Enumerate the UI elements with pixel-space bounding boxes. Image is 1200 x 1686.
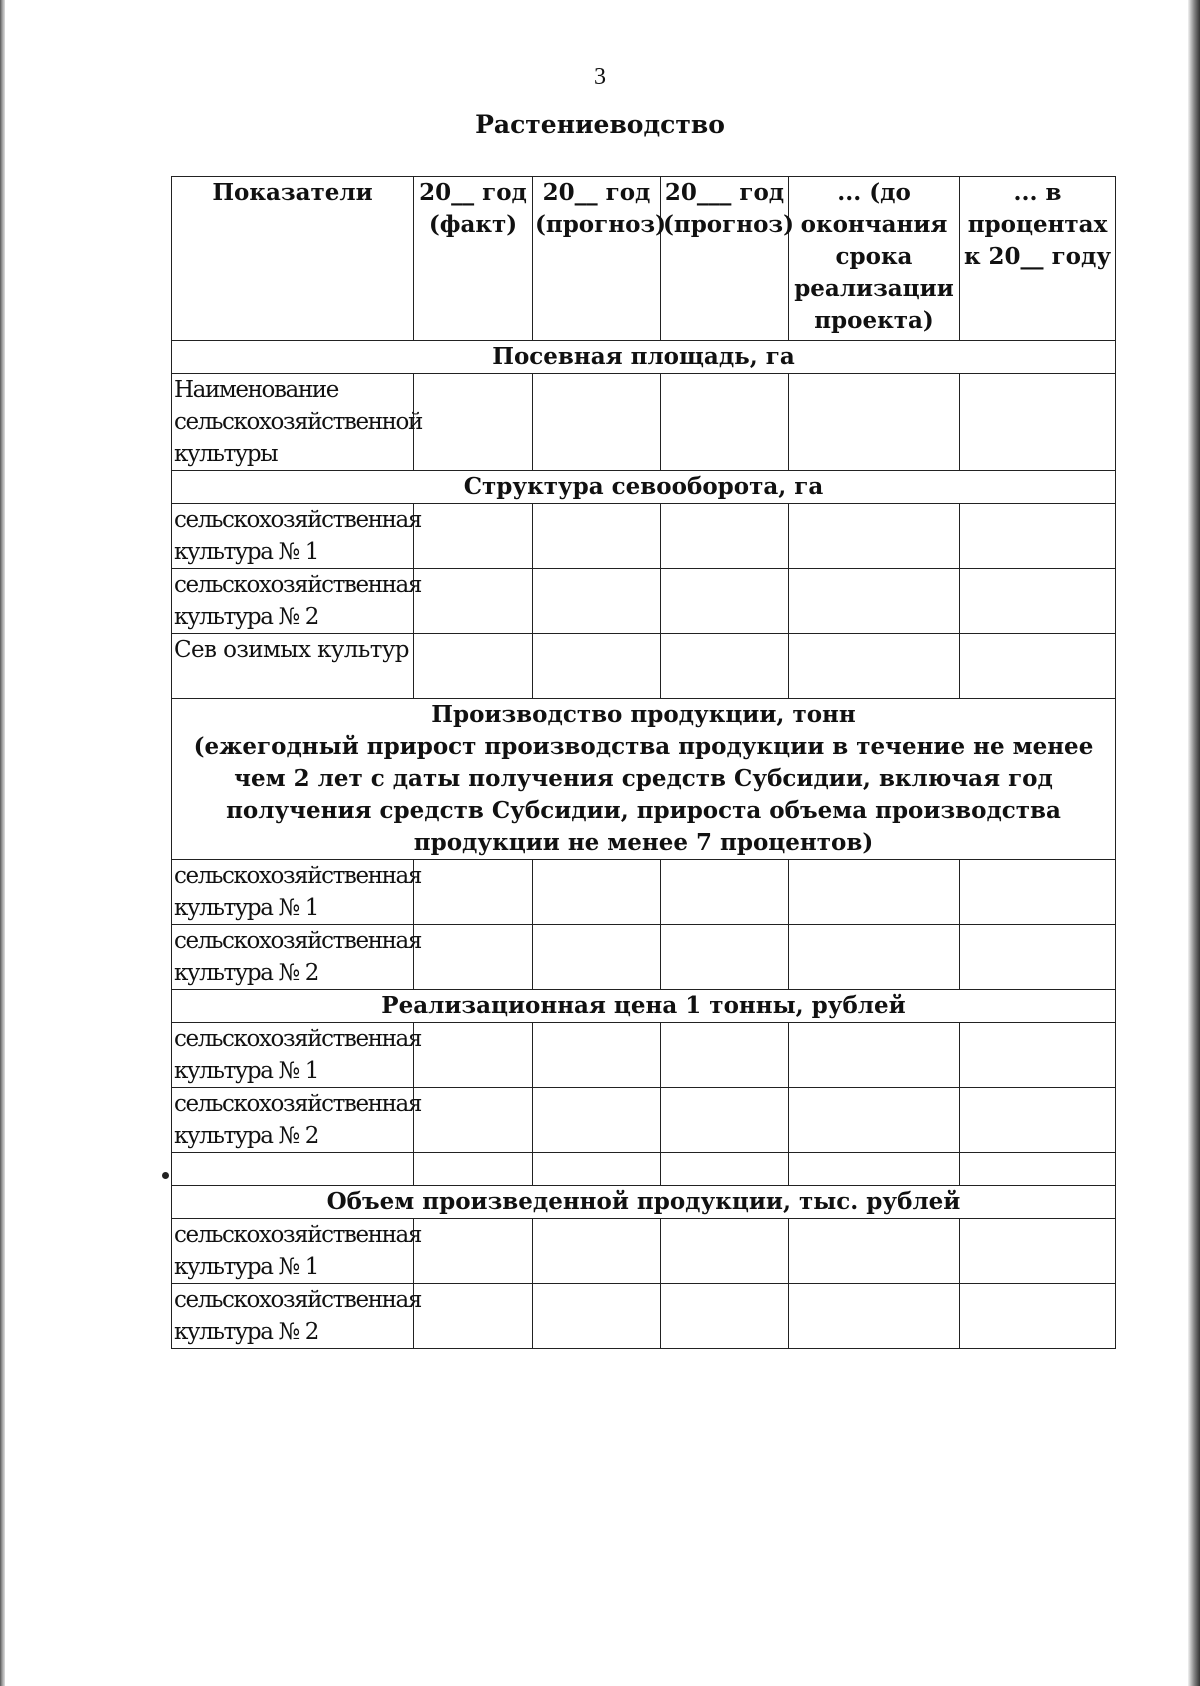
header-year-fact: 20__ год (факт) — [414, 177, 533, 341]
table-row — [172, 1153, 1116, 1186]
header-year-forecast-1: 20__ год (прогноз) — [533, 177, 661, 341]
table-row — [172, 925, 1116, 990]
table-cell — [661, 1284, 789, 1349]
table-header-row — [172, 177, 1116, 341]
ink-mark — [162, 1172, 169, 1179]
header-year-forecast-2: 20___ год (прогноз) — [661, 177, 789, 341]
table-row — [172, 1284, 1116, 1349]
table-cell — [789, 925, 960, 990]
table-cell — [414, 1219, 533, 1284]
table-cell — [533, 1284, 661, 1349]
table-cell — [960, 634, 1116, 699]
table-cell — [960, 569, 1116, 634]
row-label: сельскохозяйственная культура № 2 — [172, 1284, 414, 1349]
table-cell — [414, 374, 533, 471]
table-cell — [960, 1153, 1116, 1186]
table-row — [172, 1088, 1116, 1153]
table-cell — [414, 860, 533, 925]
table-cell — [661, 925, 789, 990]
row-label: сельскохозяйственная культура № 1 — [172, 1023, 414, 1088]
header-until-end: ... (до окончания срока реализации проекта) — [789, 177, 960, 341]
row-label: сельскохозяйственная культура № 1 — [172, 860, 414, 925]
table-cell — [960, 1088, 1116, 1153]
scan-right-edge — [1188, 0, 1200, 1686]
table-cell — [789, 634, 960, 699]
table-cell — [789, 504, 960, 569]
table-row — [172, 860, 1116, 925]
table-cell — [960, 1023, 1116, 1088]
table-cell — [533, 634, 661, 699]
table-cell — [533, 504, 661, 569]
table-cell — [789, 374, 960, 471]
table-cell — [414, 1023, 533, 1088]
table-cell — [661, 1219, 789, 1284]
table-cell — [661, 569, 789, 634]
table-row — [172, 569, 1116, 634]
header-indicators: Показатели — [172, 177, 414, 341]
row-label: Наименование сельскохозяйственной культуры — [172, 374, 414, 471]
table-cell — [172, 1153, 414, 1186]
section-production — [172, 699, 1116, 860]
row-label: Сев озимых культур — [172, 634, 414, 699]
scan-left-edge — [0, 0, 5, 1686]
table-cell — [789, 1284, 960, 1349]
table-cell — [661, 634, 789, 699]
table-cell — [960, 1284, 1116, 1349]
page-number: 3 — [594, 64, 606, 90]
section-row — [172, 1186, 1116, 1219]
section-title-volume: Объем произведенной продукции, тыс. рублей — [172, 1186, 1116, 1219]
table-cell — [960, 1219, 1116, 1284]
table-cell — [789, 860, 960, 925]
table-cell — [414, 925, 533, 990]
table-row — [172, 1219, 1116, 1284]
section-row — [172, 699, 1116, 860]
table-cell — [789, 569, 960, 634]
row-label: сельскохозяйственная культура № 1 — [172, 1219, 414, 1284]
section-title-price: Реализационная цена 1 тонны, рублей — [172, 990, 1116, 1023]
section-note-production: (ежегодный прирост производства продукции в течение не менее чем 2 лет с даты получения средств Субсидии, включая год получения средств Субсидии, прироста объема производства продукции не менее 7 процентов) — [193, 733, 1094, 856]
table-row — [172, 504, 1116, 569]
table-cell — [533, 1219, 661, 1284]
table-cell — [661, 1153, 789, 1186]
table-cell — [661, 1088, 789, 1153]
section-row — [172, 471, 1116, 504]
table-cell — [960, 925, 1116, 990]
section-row — [172, 341, 1116, 374]
table-cell — [414, 569, 533, 634]
row-label: сельскохозяйственная культура № 2 — [172, 1088, 414, 1153]
table-cell — [789, 1023, 960, 1088]
section-title-sown-area: Посевная площадь, га — [172, 341, 1116, 374]
table-cell — [414, 1153, 533, 1186]
table-cell — [533, 1153, 661, 1186]
table-cell — [533, 860, 661, 925]
indicators-table — [171, 176, 1116, 1349]
table-row — [172, 634, 1116, 699]
section-title-production: Производство продукции, тонн — [431, 701, 856, 728]
section-title-rotation: Структура севооборота, га — [172, 471, 1116, 504]
row-label: сельскохозяйственная культура № 2 — [172, 569, 414, 634]
row-label: сельскохозяйственная культура № 1 — [172, 504, 414, 569]
table-cell — [661, 860, 789, 925]
table-cell — [661, 1023, 789, 1088]
table-cell — [414, 634, 533, 699]
table-cell — [661, 504, 789, 569]
table-row — [172, 374, 1116, 471]
table-row — [172, 1023, 1116, 1088]
table-cell — [533, 374, 661, 471]
page-title: Растениеводство — [475, 110, 725, 139]
header-percent: ... в процентах к 20__ году — [960, 177, 1116, 341]
table-cell — [414, 504, 533, 569]
table-cell — [533, 1023, 661, 1088]
table-cell — [789, 1088, 960, 1153]
table-cell — [414, 1088, 533, 1153]
table-cell — [661, 374, 789, 471]
table-cell — [789, 1219, 960, 1284]
table-cell — [960, 374, 1116, 471]
section-row — [172, 990, 1116, 1023]
table-cell — [533, 925, 661, 990]
table-cell — [960, 504, 1116, 569]
table-cell — [414, 1284, 533, 1349]
row-label: сельскохозяйственная культура № 2 — [172, 925, 414, 990]
table-cell — [960, 860, 1116, 925]
table-cell — [789, 1153, 960, 1186]
table-cell — [533, 569, 661, 634]
table-cell — [533, 1088, 661, 1153]
